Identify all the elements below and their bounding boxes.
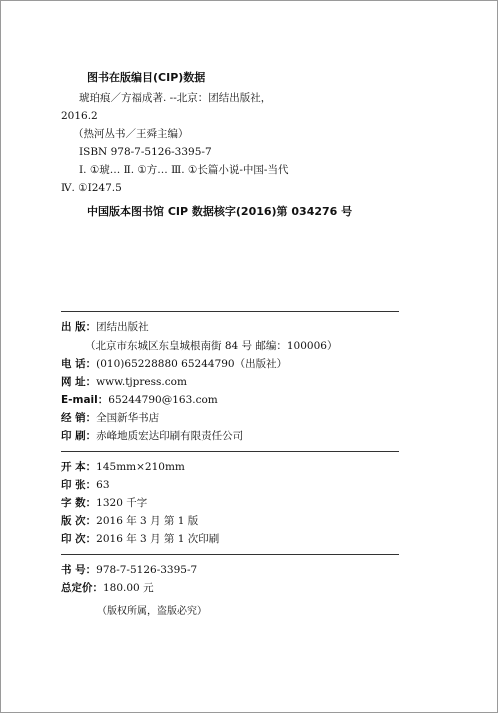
phone-value: (010)65228880 65244790（出版社）: [96, 358, 288, 370]
distributor-row: [61, 411, 159, 425]
divider-3: [61, 554, 399, 555]
edition-row: [61, 514, 198, 528]
divider-2: [61, 451, 399, 452]
cip-line-5: Ⅰ. ①琥… Ⅱ. ①方… Ⅲ. ①长篇小说-中国-当代: [79, 164, 289, 176]
publisher-address: （北京市东城区东皇城根南街 84 号 邮编：100006）: [85, 340, 338, 352]
printing-value: 2016 年 3 月 第 1 次印刷: [96, 533, 220, 545]
divider-1: [61, 311, 399, 312]
cip-line-6: Ⅳ. ①I247.5: [61, 182, 122, 194]
printer-label: 印 刷：: [61, 430, 97, 442]
printing-label: 印 次：: [61, 533, 97, 545]
cip-heading: 图书在版编目(CIP)数据: [87, 71, 206, 84]
printer-value: 赤峰地质宏达印刷有限责任公司: [96, 430, 244, 442]
distributor-label: 经 销：: [61, 412, 97, 424]
words-value: 1320 千字: [96, 497, 148, 509]
printer-row: [61, 429, 243, 443]
cip-line-1: 琥珀痕／方福成著. --北京：团结出版社，: [79, 92, 272, 104]
publish-value: 团结出版社: [96, 321, 149, 333]
format-value: 145mm×210mm: [96, 461, 185, 473]
edition-label: 版 次：: [61, 515, 97, 527]
sheets-row: [61, 478, 110, 492]
words-row: [61, 496, 147, 510]
email-row: [61, 393, 218, 407]
format-row: [61, 460, 185, 474]
cip-number: 中国版本图书馆 CIP 数据核字(2016)第 034276 号: [87, 205, 353, 218]
publish-label: 出 版：: [61, 321, 97, 333]
web-row: [61, 375, 187, 389]
distributor-value: 全国新华书店: [96, 412, 160, 424]
cip-line-3: （热河丛书／王舜主编）: [73, 128, 189, 140]
web-label: 网 址：: [61, 376, 97, 388]
isbn-row: [61, 563, 197, 577]
cip-line-4: ISBN 978-7-5126-3395-7: [79, 146, 212, 158]
isbn-label: 书 号：: [61, 564, 97, 576]
sheets-value: 63: [96, 479, 110, 491]
price-value: 180.00 元: [103, 582, 154, 594]
phone-row: [61, 357, 287, 371]
format-label: 开 本：: [61, 461, 97, 473]
publisher-row: [61, 320, 149, 334]
email-label: E-mail：: [61, 394, 109, 406]
price-label: 总定价：: [61, 582, 103, 594]
web-value: www.tjpress.com: [96, 376, 187, 388]
edition-value: 2016 年 3 月 第 1 版: [96, 515, 199, 527]
copyright-notice: （版权所属，盗版必究）: [97, 606, 207, 617]
cip-line-2: 2016.2: [61, 110, 98, 122]
isbn-value: 978-7-5126-3395-7: [96, 564, 198, 576]
email-value: 65244790@163.com: [108, 394, 218, 406]
printing-row: [61, 532, 219, 546]
words-label: 字 数：: [61, 497, 97, 509]
sheets-label: 印 张：: [61, 479, 97, 491]
price-row: [61, 581, 154, 595]
phone-label: 电 话：: [61, 358, 97, 370]
